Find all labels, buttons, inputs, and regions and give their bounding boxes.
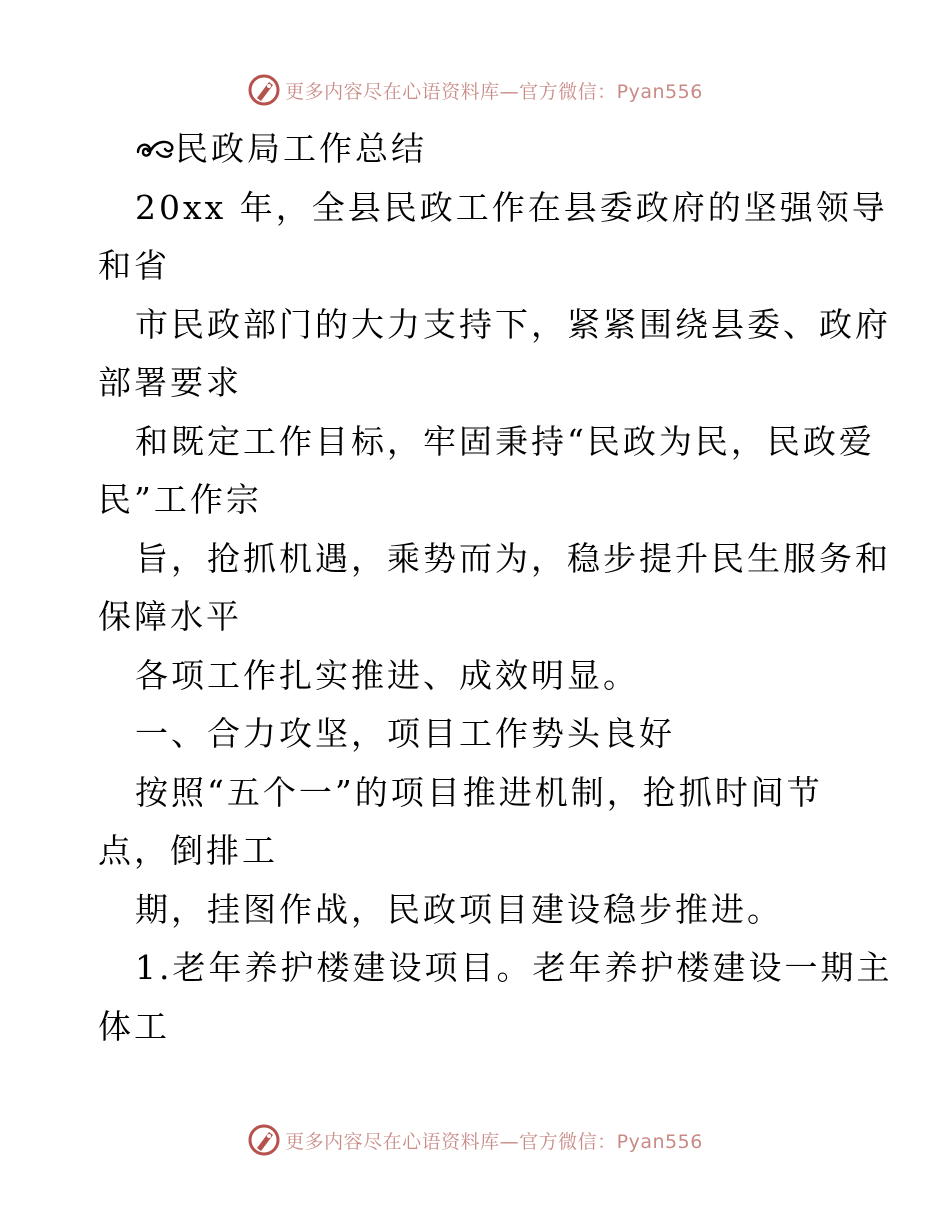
pen-logo-icon [247, 73, 281, 107]
header-watermark [0, 70, 950, 110]
paragraph-line: 部署要求 [98, 363, 242, 402]
title-text: 民政局工作总结 [175, 129, 427, 168]
paragraph-line: 按照“五个一”的项目推进机制，抢抓时间节 [135, 772, 823, 812]
section-heading: 一、合力攻坚，项目工作势头良好 [135, 714, 675, 753]
paragraph-line: 市民政部门的大力支持下，紧紧围绕县委、政府 [135, 304, 891, 344]
pen-logo-icon [247, 1123, 281, 1157]
paragraph-line: 和省 [98, 246, 170, 285]
paragraph-line: 1.老年养护楼建设项目。老年养护楼建设一期主 [135, 948, 893, 987]
watermark-text: 更多内容尽在心语资料库—官方微信：Pyan556 [285, 1130, 703, 1153]
paragraph-line: 体工 [98, 1006, 170, 1046]
footer-watermark [0, 1120, 950, 1160]
paragraph-line: 民”工作宗 [98, 480, 262, 519]
paragraph-line: 和既定工作目标，牢固秉持“民政为民，民政爱 [135, 421, 875, 461]
paragraph-line: 期，挂图作战，民政项目建设稳步推进。 [135, 889, 783, 929]
paragraph-line: 旨，抢抓机遇，乘势而为，稳步提升民生服务和 [135, 538, 891, 578]
swirl-ornament-icon [135, 136, 175, 162]
paragraph-line: 保障水平 [98, 597, 242, 636]
paragraph-line: 20xx 年，全县民政工作在县委政府的坚强领导 [135, 187, 888, 227]
document-title [98, 120, 858, 179]
paragraph-line: 各项工作扎实推进、成效明显。 [135, 655, 639, 695]
paragraph-line: 点，倒排工 [98, 831, 278, 870]
document-body [98, 120, 893, 1056]
watermark-text: 更多内容尽在心语资料库—官方微信：Pyan556 [285, 80, 703, 103]
